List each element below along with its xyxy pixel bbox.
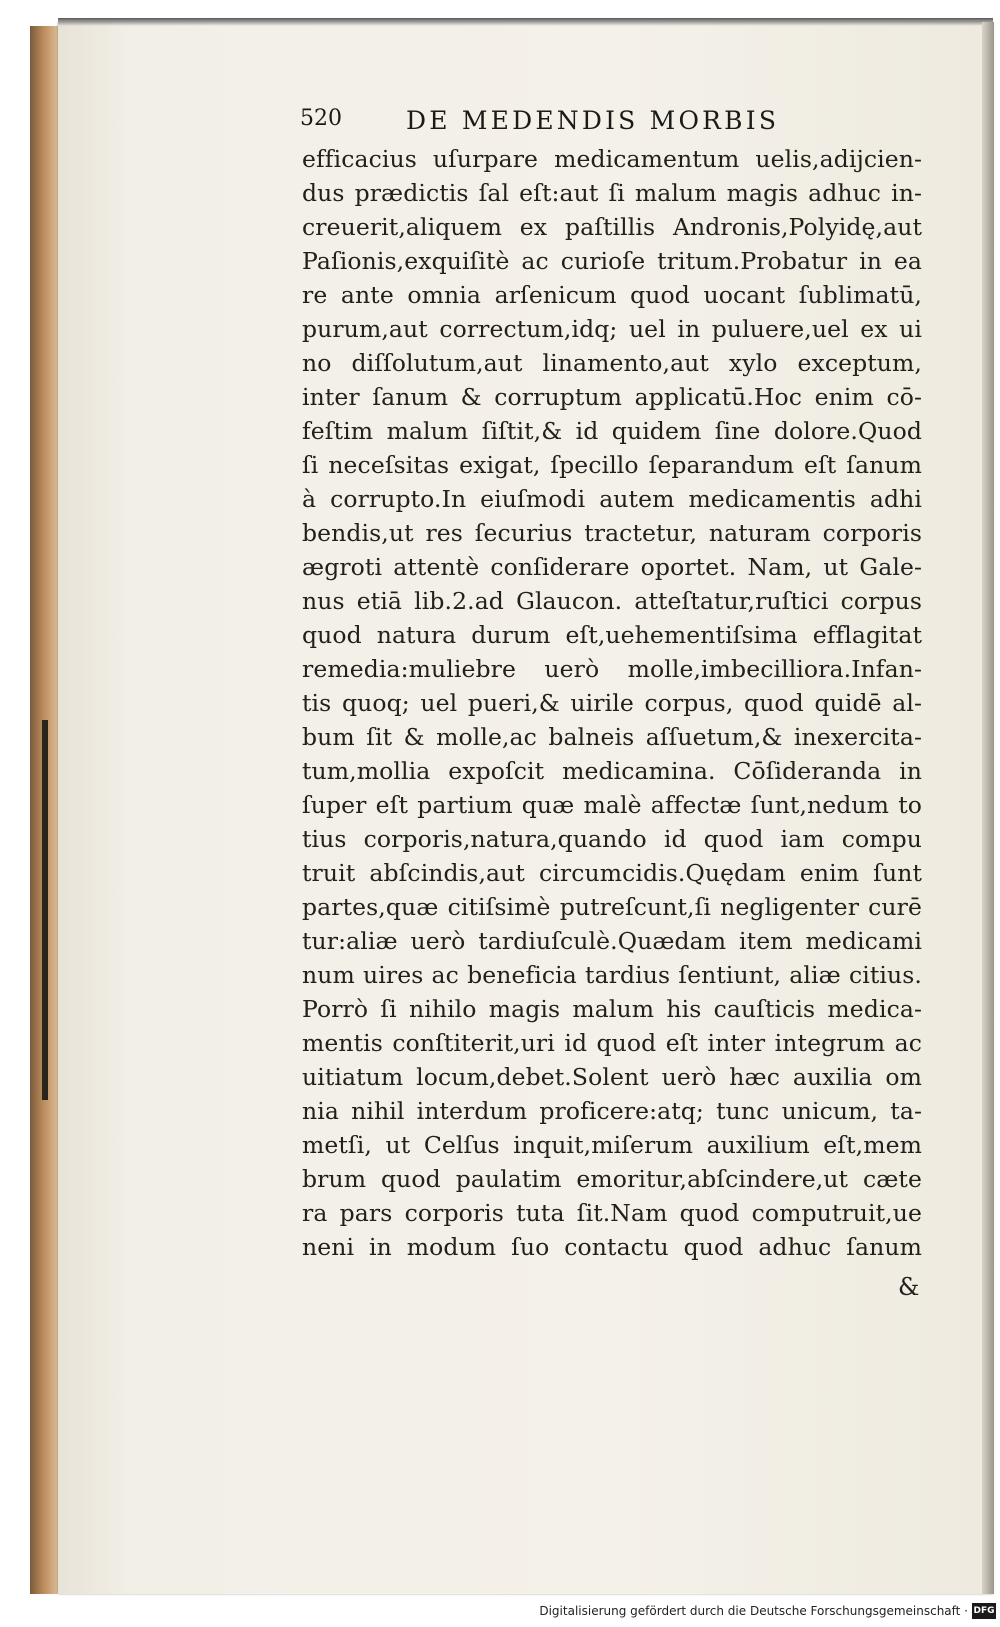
text-line: brum quod paulatim emoritur,abſcindere,ut cæte	[302, 1165, 922, 1193]
text-line: tis quoq; uel pueri,& uirile corpus, quod quidē al-	[302, 689, 922, 717]
text-line: remedia:muliebre uerò molle,imbecilliora.Infan-	[302, 655, 922, 683]
catchword: &	[898, 1273, 920, 1301]
text-line: à corrupto.In eiuſmodi autem medicamentis adhi	[302, 485, 922, 513]
text-line: ſuper eſt partium quæ malè affectæ ſunt,nedum to	[302, 791, 922, 819]
text-line: truit abſcindis,aut circumcidis.Quędam enim ſunt	[302, 859, 922, 887]
text-line: tum,mollia expoſcit medicamina. Cōſideranda in	[302, 757, 922, 785]
text-line: mentis conſtiterit,uri id quod eſt inter integrum ac	[302, 1029, 922, 1057]
binding-shadow	[42, 720, 48, 1100]
text-line: quod natura durum eſt,uehementiſsima efflagitat	[302, 621, 922, 649]
text-line: creuerit,aliquem ex paſtillis Andronis,Polyidę,aut	[302, 213, 922, 241]
page-number: 520	[300, 106, 342, 131]
running-title: DE MEDENDIS MORBIS	[406, 106, 780, 135]
text-line: efficacius uſurpare medicamentum uelis,adijcien-	[302, 145, 922, 173]
text-line: dus prædictis ſal eſt:aut ſi malum magis adhuc in-	[302, 179, 922, 207]
text-line: ægroti attentè conſiderare oportet. Nam, ut Gale-	[302, 553, 922, 581]
text-line: bum ſit & molle,ac balneis aſſuetum,& inexercita-	[302, 723, 922, 751]
text-line: num uires ac beneficia tardius ſentiunt, aliæ citius.	[302, 961, 922, 989]
text-line: metſi, ut Celſus inquit,miſerum auxilium eſt,mem	[302, 1131, 922, 1159]
page-top-shadow	[58, 18, 993, 26]
text-line: no diſſolutum,aut linamento,aut xylo exceptum,	[302, 349, 922, 377]
page-header	[300, 106, 840, 136]
text-line: feſtim malum ſiſtit,& id quidem ſine dolore.Quod	[302, 417, 922, 445]
text-line: uitiatum locum,debet.Solent uerò hæc auxilia om	[302, 1063, 922, 1091]
text-line: nia nihil interdum proficere:atq; tunc unicum, ta-	[302, 1097, 922, 1125]
body-text	[302, 142, 922, 1264]
text-line: Paſionis,exquiſitè ac curioſe tritum.Probatur in ea	[302, 247, 922, 275]
funding-note: Digitalisierung gefördert durch die Deutsche Forschungsgemeinschaft ·	[539, 1604, 968, 1618]
text-line: re ante omnia arſenicum quod uocant ſublimatū,	[302, 281, 922, 309]
dfg-logo-icon: DFG	[972, 1603, 996, 1619]
page-right-edge	[982, 22, 994, 1594]
text-line: ra pars corporis tuta ſit.Nam quod computruit,ue	[302, 1199, 922, 1227]
text-line: inter ſanum & corruptum applicatū.Hoc enim cō-	[302, 383, 922, 411]
footer-bar	[0, 1600, 1000, 1627]
text-line: tius corporis,natura,quando id quod iam compu	[302, 825, 922, 853]
text-line: purum,aut correctum,idq; uel in puluere,uel ex ui	[302, 315, 922, 343]
text-line: bendis,ut res ſecurius tractetur, naturam corporis	[302, 519, 922, 547]
text-line: Porrò ſi nihilo magis malum his cauſticis medica-	[302, 995, 922, 1023]
text-line: ſi neceſsitas exigat, ſpecillo ſeparandum eſt ſanum	[302, 451, 922, 479]
text-line: partes,quæ citiſsimè putreſcunt,ſi negligenter curē	[302, 893, 922, 921]
text-line: nus etiā lib.2.ad Glaucon. atteſtatur,ruſtici corpus	[302, 587, 922, 615]
text-line: tur:aliæ uerò tardiuſculè.Quædam item medicami	[302, 927, 922, 955]
text-line: neni in modum ſuo contactu quod adhuc ſanum	[302, 1233, 922, 1261]
